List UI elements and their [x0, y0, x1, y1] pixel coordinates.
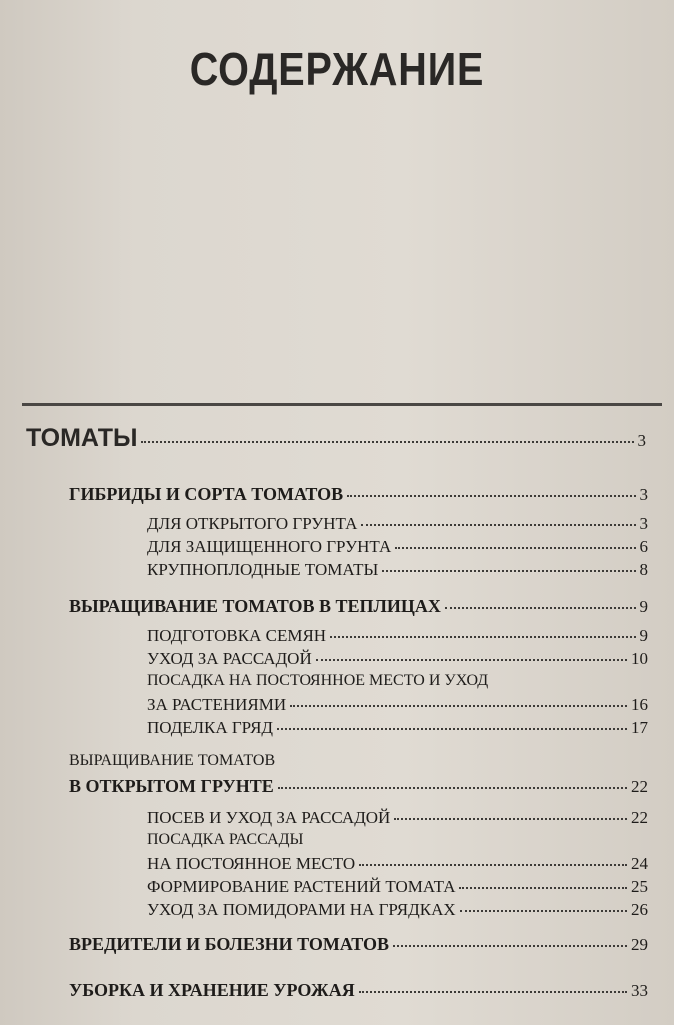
- page-title: СОДЕРЖАНИЕ: [189, 43, 485, 95]
- toc-label: ФОРМИРОВАНИЕ РАСТЕНИЙ ТОМАТА: [147, 877, 456, 896]
- toc-entry-sowing: [147, 808, 648, 828]
- toc-page: 8: [639, 560, 648, 579]
- toc-page: 24: [631, 854, 648, 873]
- toc-page: 22: [631, 808, 648, 827]
- toc-entry-transplant-line1: ПОСАДКА РАССАДЫ: [147, 831, 304, 848]
- toc-entry-tomatoes: [26, 424, 646, 453]
- toc-entry-transplant: [147, 854, 648, 874]
- toc-entry-hybrids: [69, 484, 648, 505]
- toc-entry-forming: [147, 877, 648, 897]
- toc-label: ГИБРИДЫ И СОРТА ТОМАТОВ: [69, 484, 344, 504]
- toc-entry-greenhouse: [69, 596, 648, 617]
- toc-label: УХОД ЗА ПОМИДОРАМИ НА ГРЯДКАХ: [147, 900, 456, 919]
- toc-page: 9: [639, 626, 648, 645]
- toc-page: 6: [639, 537, 648, 556]
- dot-leader: [290, 703, 627, 707]
- toc-label: КРУПНОПЛОДНЫЕ ТОМАТЫ: [147, 560, 379, 579]
- toc-label: ПОДГОТОВКА СЕМЯН: [147, 626, 327, 645]
- dot-leader: [460, 908, 627, 912]
- toc-page: 33: [631, 981, 648, 1000]
- dot-leader: [141, 439, 633, 443]
- toc-entry-open-growing: [69, 776, 648, 797]
- toc-page: 9: [639, 597, 648, 616]
- dot-leader: [277, 726, 627, 730]
- toc-label: УХОД ЗА РАССАДОЙ: [147, 649, 312, 668]
- toc-label: НА ПОСТОЯННОЕ МЕСТО: [147, 854, 356, 873]
- toc-page: 3: [639, 514, 648, 533]
- dot-leader: [361, 522, 635, 526]
- dot-leader: [347, 493, 635, 497]
- dot-leader: [395, 545, 635, 549]
- dot-leader: [459, 885, 627, 889]
- dot-leader: [445, 605, 636, 609]
- toc-page: 3: [639, 485, 648, 504]
- toc-entry-bed-care: [147, 900, 648, 920]
- dot-leader: [330, 634, 635, 638]
- dot-leader: [278, 785, 627, 789]
- toc-label: В ОТКРЫТОМ ГРУНТЕ: [69, 776, 274, 796]
- toc-entry-beds: [147, 718, 648, 738]
- dot-leader: [316, 657, 627, 661]
- toc-page: 10: [631, 649, 648, 668]
- toc-page: 17: [631, 718, 648, 737]
- toc-label: ВЫРАЩИВАНИЕ ТОМАТОВ В ТЕПЛИЦАХ: [69, 596, 441, 616]
- toc-entry-planting: [147, 695, 648, 715]
- dot-leader: [382, 568, 635, 572]
- toc-page: 3: [637, 431, 646, 450]
- toc-entry-protected-ground: [147, 537, 648, 557]
- toc-page: 25: [631, 877, 648, 896]
- toc-label: ТОМАТЫ: [26, 424, 138, 452]
- dot-leader: [359, 989, 627, 993]
- toc-label: ПОДЕЛКА ГРЯД: [147, 718, 274, 737]
- toc-entry-seed-prep: [147, 626, 648, 646]
- toc-entry-large-fruited: [147, 560, 648, 580]
- toc-page: 26: [631, 900, 648, 919]
- toc-label: УБОРКА И ХРАНЕНИЕ УРОЖАЯ: [69, 980, 355, 1000]
- dot-leader: [393, 943, 627, 947]
- toc-label: ВРЕДИТЕЛИ И БОЛЕЗНИ ТОМАТОВ: [69, 934, 390, 954]
- toc-entry-planting-line1: ПОСАДКА НА ПОСТОЯННОЕ МЕСТО И УХОД: [147, 672, 489, 689]
- toc-label: ДЛЯ ОТКРЫТОГО ГРУНТА: [147, 514, 358, 533]
- toc-page: 22: [631, 777, 648, 796]
- toc-label: ПОСЕВ И УХОД ЗА РАССАДОЙ: [147, 808, 391, 827]
- toc-entry-open-ground: [147, 514, 648, 534]
- toc-page: 29: [631, 935, 648, 954]
- section-divider: [22, 403, 662, 406]
- toc-entry-pests: [69, 934, 648, 955]
- toc-entry-harvest: [69, 980, 648, 1001]
- toc-label: ЗА РАСТЕНИЯМИ: [147, 695, 287, 714]
- dot-leader: [359, 862, 627, 866]
- toc-page: 16: [631, 695, 648, 714]
- toc-entry-seedling-care: [147, 649, 648, 669]
- toc-entry-open-growing-line1: ВЫРАЩИВАНИЕ ТОМАТОВ: [69, 752, 276, 769]
- dot-leader: [394, 816, 627, 820]
- toc-label: ДЛЯ ЗАЩИЩЕННОГО ГРУНТА: [147, 537, 392, 556]
